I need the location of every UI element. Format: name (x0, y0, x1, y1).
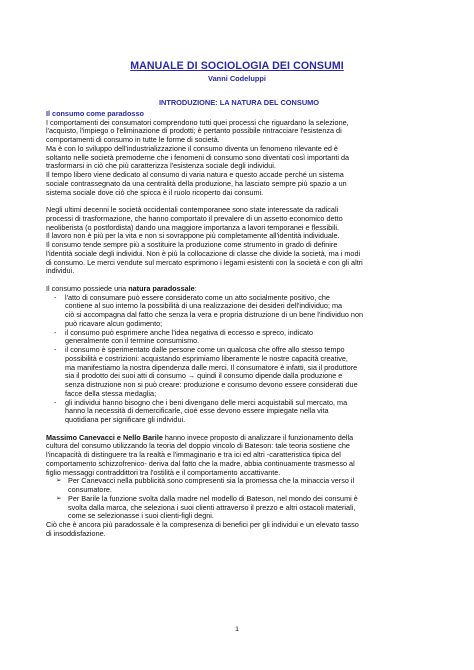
arrow-bullet-icon: ➢ (56, 477, 62, 485)
document-body (46, 99, 432, 539)
text-line: il consumo può esprimere anche l'idea negativa di eccesso e spreco, indicato (65, 327, 314, 337)
text-line: Il lavoro non è più per la vita e non si sovrappone più completamente all'identità individuale. (46, 231, 340, 241)
dash-item (46, 346, 432, 399)
text-line: hanno la necessità di demercificarle, cioè esse devono essere impiegate nella vita (65, 406, 329, 416)
text-line: l'identità sociale degli individui. Non è più la collocazione di classe che divide la società, ma i modi (46, 248, 361, 258)
dash-item (46, 329, 432, 347)
page-number: 1 (235, 626, 239, 633)
text-span: : (194, 283, 197, 293)
text-line: l'acquisto, l'impiego o l'eliminazione di prodotti; è pertanto possibile rintracciare l'esistenza di (46, 126, 342, 136)
text-line: l'incapacità di distinguere tra la realtà e l'immaginario e tra ici ed altri -caratteristica tipica del (46, 450, 341, 459)
arrow-bullet-icon: ➢ (56, 494, 62, 502)
text-span: hanno invece proposto di analizzare il funzionamento della (162, 432, 354, 442)
dash-marker: - (54, 327, 57, 337)
text-line: individui. (46, 266, 75, 276)
section-heading: INTRODUZIONE: LA NATURA DEL CONSUMO (158, 98, 320, 107)
text-line: Il tempo libero viene dedicato al consumo di varia natura e questo accade perché un sistema (46, 170, 344, 179)
text-line: ma manifestiamo la nostra dipendenza dalle merci. Il consumatore è infatti, sia il produttore (65, 362, 358, 372)
text-line: sia il prodotto dei suoi atti di consumo → quindi il consumo dipende dalla produzione e (65, 371, 343, 381)
text-line: senza distruzione non si può creare: produzione e consumo devono essere considerati due (65, 380, 358, 389)
arrow-item (46, 477, 432, 495)
paragraph-2 (46, 206, 432, 276)
arrow-item (46, 495, 432, 521)
dash-marker: - (54, 345, 57, 354)
dash-marker: - (54, 292, 57, 302)
dash-item (46, 294, 432, 329)
text-span: Il consumo possiede una (46, 283, 127, 293)
text-line: il consumo è sperimentato dalle persone come un qualcosa che offre allo stesso tempo (65, 345, 345, 354)
paragraph-1 (46, 119, 432, 198)
text-line: Negli ultimi decenni le società occidentali contemporanee sono state interessate da radicali (46, 205, 339, 214)
text-line: generalmente con il termine consumismo. (65, 336, 200, 346)
text-line: Per Barile la funzione svolta dalla madre nel modello di Bateson, nel mondo dei consumi è (68, 493, 358, 503)
text-line: Ciò che è ancora più paradossale è la compresenza di benefici per gli individui e un elevato tasso (46, 520, 359, 529)
text-line: Il consumo tende sempre più a sostituire la produzione come strumento in grado di definire (46, 240, 338, 249)
text-line: possibilità e costrizioni: acquistando esprimiamo liberamente le nostre capacità creative, (65, 353, 348, 363)
text-line: sociale contrassegnato da una centralità della produzione, ha lasciato sempre più spazio a un (46, 178, 347, 188)
text-line: di insoddisfazione. (46, 528, 106, 538)
dash-item (46, 399, 432, 425)
text-line: quotidiana per significare gli individui. (65, 415, 186, 424)
dash-marker: - (54, 397, 57, 407)
text-line: Ma è con lo sviluppo dell'industrializzazione il consumo diventa un fenomeno rilevante ed è (46, 143, 338, 153)
subheading: Il consumo come paradosso (46, 108, 144, 118)
text-line: svolta dalla marca, che seleziona i suoi clienti attraverso il prezzo e altri ostacoli materiali, (68, 502, 356, 512)
text-line: trasformarsi in ciò che più caratterizza l'esistenza sociale degli individui. (46, 161, 276, 171)
text-line: I comportamenti dei consumatori comprendono tutti quei processi che riguardano la selezione, (46, 117, 349, 127)
text-line: contiene al suo interno la possibilità di una realizzazione dei desideri dell'individuo; ma (65, 301, 343, 311)
text-line: ciò si accompagna dal fatto che senza la vera e propria distruzione di un bene l'individuo non (65, 310, 364, 319)
text-line: comportamenti di consumo in tutte le forme di società. (46, 135, 220, 144)
text-line: di consumo. Le merci vendute sul mercato esprimono i legami esistenti con la società e con gli altri (46, 257, 363, 267)
text-line: l'atto di consumare può essere considerato come un atto socialmente positivo, che (65, 292, 330, 302)
document-author: Vanni Codeluppi (208, 74, 266, 83)
text-line: può ricavare alcun godimento; (65, 318, 163, 328)
text-line: facce della stessa medaglia; (65, 388, 157, 398)
text-line: neoliberista (o postfordista) dando una maggiore importanza a lavori temporanei e flessibili. (46, 222, 339, 232)
text-line: figlio messaggi contraddittori tra l'ostilità e il comportamento accattivante. (46, 467, 281, 477)
text-line: consumatore. (68, 485, 112, 494)
paragraph-4 (46, 434, 432, 478)
text-line: soltanto nelle società premoderne che i fenomeni di consumo sono diventati così importanti da (46, 152, 350, 162)
text-line: processi di trasformazione, che hanno comportato il prevalere di un assetto economico detto (46, 213, 343, 223)
text-line: come se selezionasse i suoi clienti-figli degni. (68, 511, 214, 521)
text-line: sistema sociale dove ciò che spicca è il ruolo ricoperto dai consumi. (46, 187, 264, 197)
paragraph-5 (46, 521, 432, 539)
text-line: cultura del consumo utilizzando la teoria del doppio vincolo di Bateson: tale teoria sostiene che (46, 441, 350, 451)
bold-names: Massimo Canevacci e Nello Barile (46, 432, 163, 442)
bold-term: natura paradossale (128, 283, 195, 293)
document-title: MANUALE DI SOCIOLOGIA DEI CONSUMI (130, 60, 344, 72)
text-line: Per Canevacci nella pubblicità sono compresenti sia la promessa che la minaccia verso il (68, 476, 355, 486)
text-line: gli individui hanno bisogno che i beni divengano delle merci acquistabili sul mercato, ma (65, 397, 348, 407)
text-line: comportamento schizzofrenico- deriva dal fatto che la madre, abbia continuamente trasmesso al (46, 458, 355, 468)
